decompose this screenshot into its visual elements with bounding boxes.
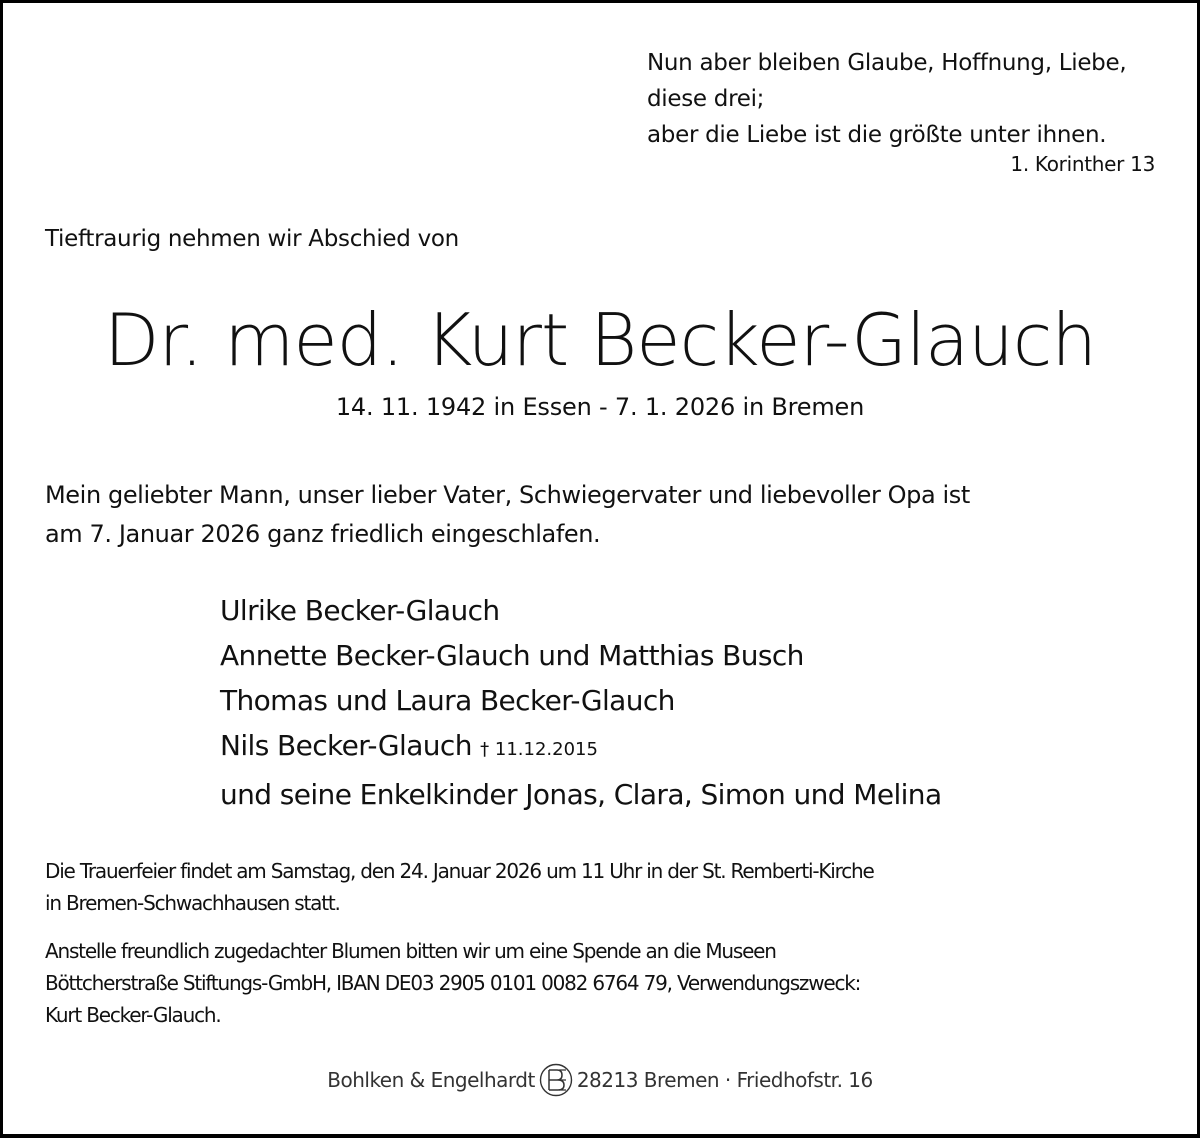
mourner: Thomas und Laura Becker-Glauch	[220, 684, 675, 717]
quote-line: Nun aber bleiben Glaube, Hoffnung, Liebe,	[647, 50, 1127, 76]
mourner	[220, 723, 942, 772]
donation-line: Kurt Becker-Glauch.	[45, 1003, 221, 1027]
funeral-home-footer	[0, 1063, 1200, 1097]
mourner: Annette Becker-Glauch und Matthias Busch	[220, 639, 804, 672]
be-monogram-icon	[539, 1063, 573, 1097]
message-line: Mein geliebter Mann, unser lieber Vater, Schwiegervater und liebevoller Opa ist	[45, 481, 970, 509]
quote-source: 1. Korinther 13	[1010, 152, 1155, 176]
message-line: am 7. Januar 2026 ganz friedlich eingeschlafen.	[45, 520, 601, 548]
quote-line: aber die Liebe ist die größte unter ihnen.	[647, 122, 1107, 148]
bible-quote	[647, 45, 1126, 153]
funeral-home-address: 28213 Bremen · Friedhofstr. 16	[576, 1068, 873, 1092]
service-line: Die Trauerfeier findet am Samstag, den 24. Januar 2026 um 11 Uhr in der St. Remberti-Kirche	[45, 859, 874, 883]
donation-info	[45, 935, 860, 1031]
service-line: in Bremen-Schwachhausen statt.	[45, 891, 340, 915]
funeral-service-info	[45, 855, 874, 919]
quote-line: diese drei;	[647, 86, 765, 112]
mourner: und seine Enkelkinder Jonas, Clara, Simon und Melina	[220, 778, 942, 811]
mourner: Ulrike Becker-Glauch	[220, 594, 500, 627]
life-dates: 14. 11. 1942 in Essen - 7. 1. 2026 in Bremen	[335, 393, 865, 421]
funeral-home-name: Bohlken & Engelhardt	[327, 1068, 535, 1092]
deceased-name: Dr. med. Kurt Becker-Glauch	[104, 298, 1096, 382]
donation-line: Böttcherstraße Stiftungs-GmbH, IBAN DE03 2905 0101 0082 6764 79, Verwendungszweck:	[45, 971, 861, 995]
mourner-name: Nils Becker-Glauch	[220, 729, 472, 762]
announcement-message	[45, 476, 970, 554]
intro-text: Tieftraurig nehmen wir Abschied von	[45, 226, 459, 252]
donation-line: Anstelle freundlich zugedachter Blumen bitten wir um eine Spende an die Museen	[45, 939, 776, 963]
mourners-list	[220, 588, 942, 817]
death-date-note: † 11.12.2015	[480, 739, 598, 760]
